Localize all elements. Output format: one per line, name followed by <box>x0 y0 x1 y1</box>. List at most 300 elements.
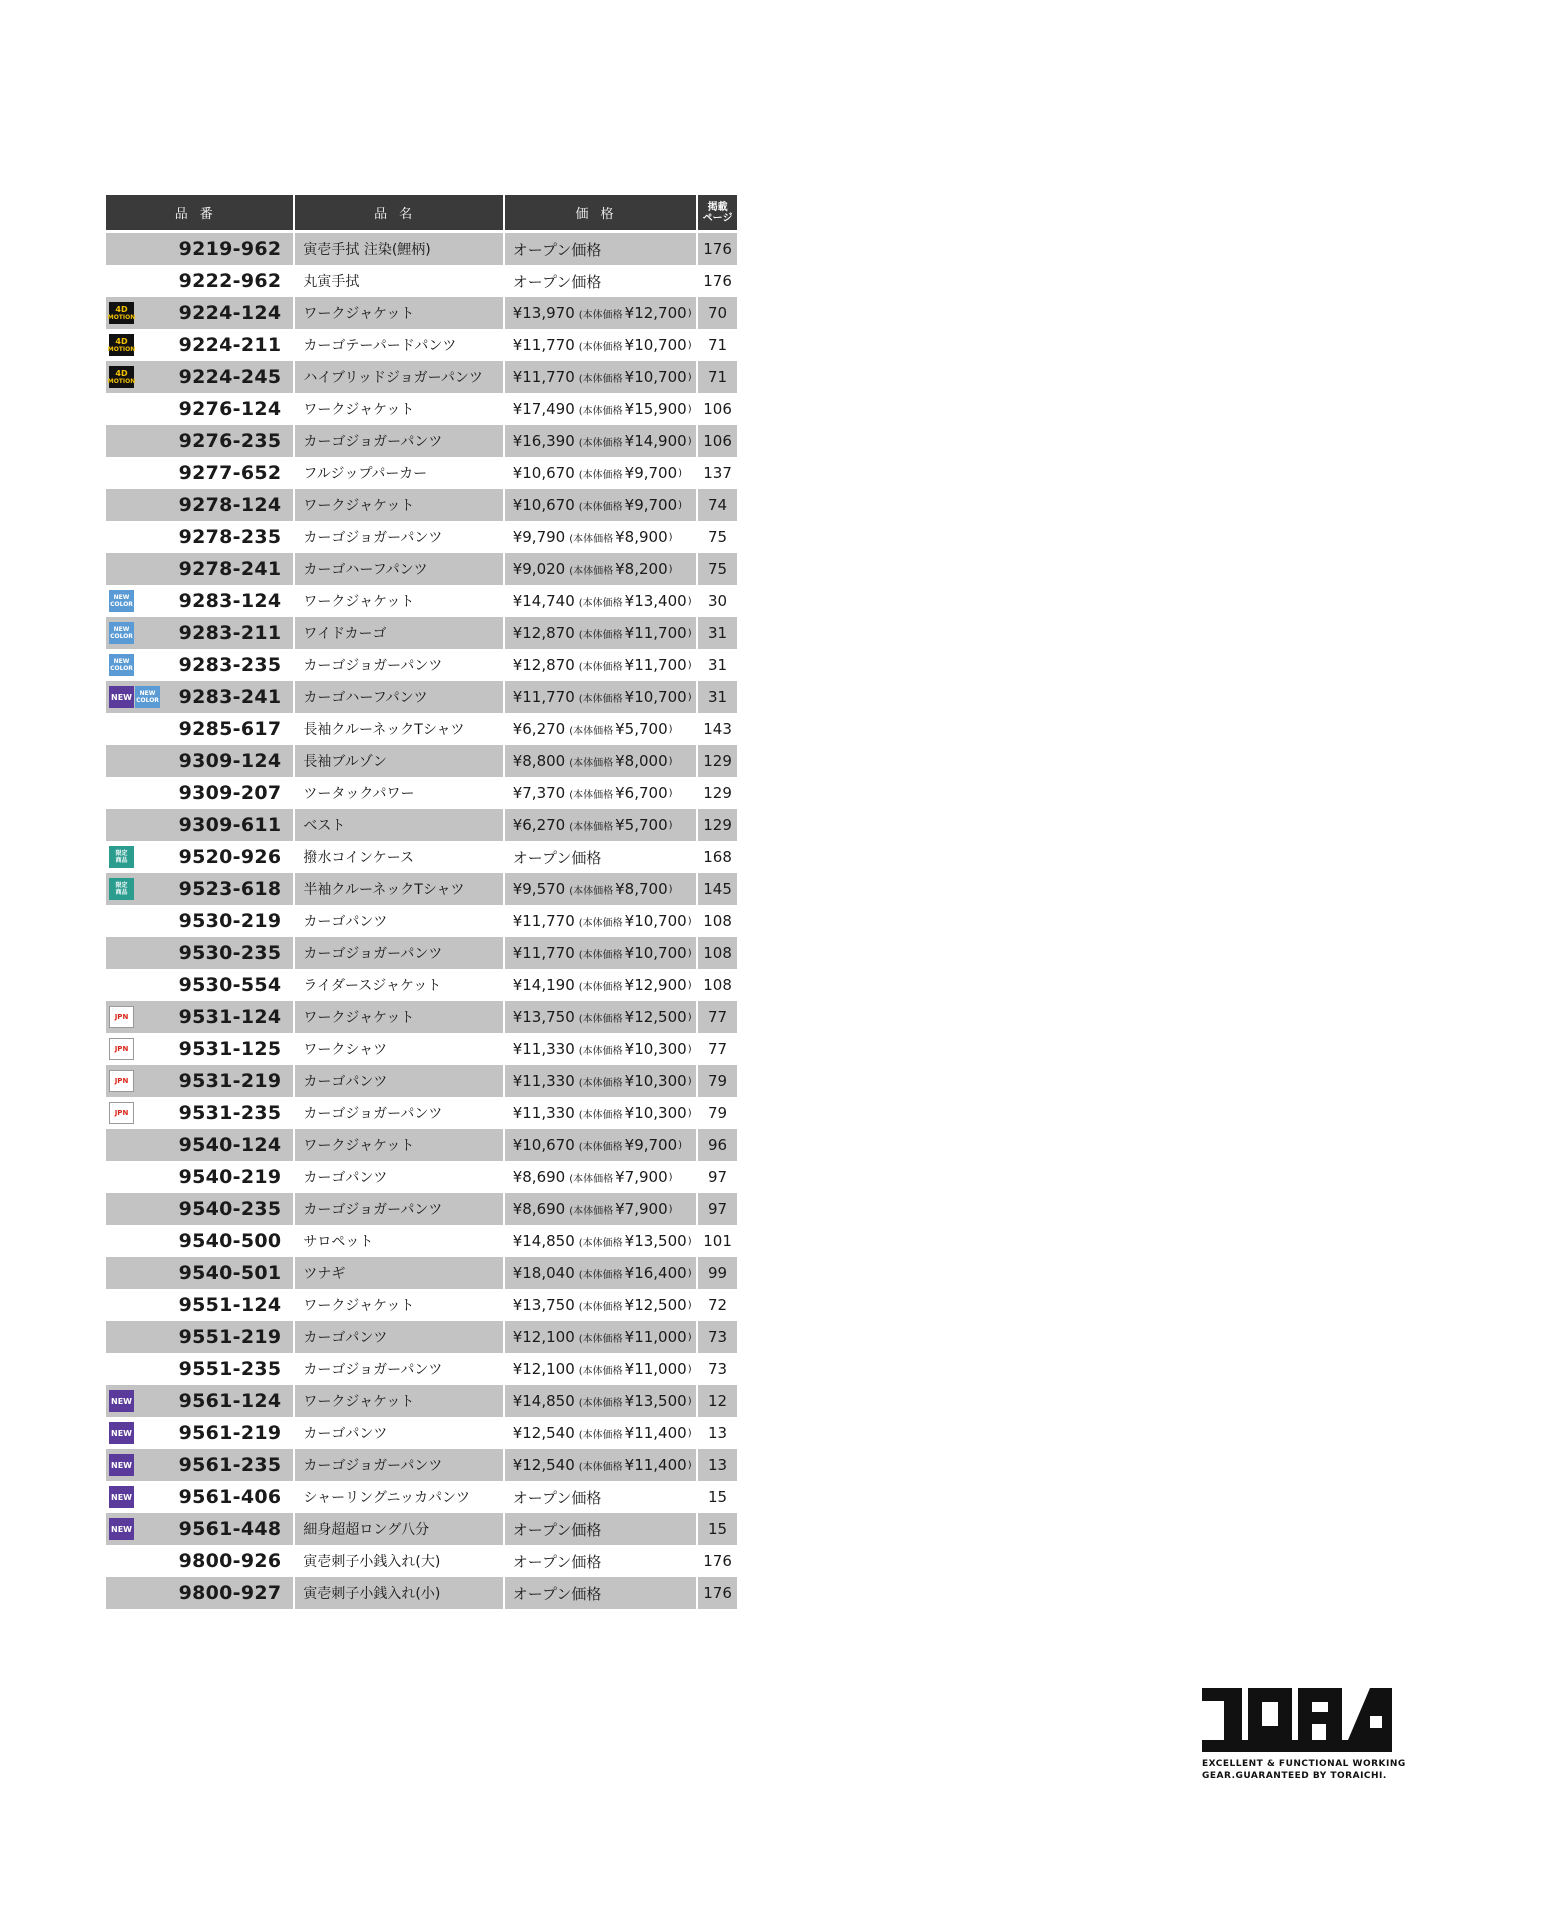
cell-code <box>106 489 293 521</box>
price-note-open: (本体価格 <box>578 661 623 673</box>
base-price-value: ¥10,700 <box>624 688 687 706</box>
badge-text: COLOR <box>136 697 159 704</box>
product-code: 9283-124 <box>178 590 282 612</box>
cell-price <box>505 841 696 873</box>
table-row <box>106 841 737 873</box>
product-name: フルジップパーカー <box>303 466 428 482</box>
cell-code <box>106 361 293 393</box>
price-note-label: 本体価格 <box>582 629 623 641</box>
badge-jpn <box>109 1102 134 1124</box>
table-row <box>106 425 737 457</box>
product-name: カーゴパンツ <box>303 1330 388 1346</box>
product-code: 9523-618 <box>178 878 282 900</box>
badge-group <box>109 1422 135 1444</box>
price-note-label: 本体価格 <box>582 1077 623 1089</box>
product-code: 9285-617 <box>178 718 282 740</box>
cell-page: 73 <box>698 1321 737 1353</box>
cell-name <box>295 905 502 937</box>
badge-4d <box>109 334 134 356</box>
cell-page: 13 <box>708 1424 728 1442</box>
table-row <box>106 265 737 297</box>
cell-page: 71 <box>708 336 728 354</box>
cell-page: 106 <box>703 400 732 418</box>
product-name: ワークジャケット <box>303 1138 415 1154</box>
cell-page: 70 <box>698 297 737 329</box>
base-price-value: ¥12,500 <box>624 1008 687 1026</box>
badge-group <box>109 878 135 900</box>
badge-text: MOTION <box>107 313 136 321</box>
table-row <box>106 329 737 361</box>
cell-page: 176 <box>698 233 737 265</box>
price-value: ¥13,750 <box>512 1008 575 1026</box>
badge-new <box>109 1422 134 1444</box>
cell-name <box>295 1321 502 1353</box>
price-value: オープン価格 <box>512 240 602 259</box>
badge-new <box>109 1454 134 1476</box>
cell-price: ¥8,800 (本体価格 ¥8,000 ) <box>505 745 696 777</box>
price-value: ¥10,670 <box>512 464 575 482</box>
badge-text: NEW <box>111 692 132 702</box>
product-code: 9276-124 <box>178 398 282 420</box>
cell-name <box>295 1033 502 1065</box>
price-note-open: (本体価格 <box>578 629 623 641</box>
table-row <box>106 1193 737 1225</box>
cell-name <box>295 1353 502 1385</box>
cell-name <box>295 937 502 969</box>
cell-page: 74 <box>698 489 737 521</box>
badge-4d <box>109 302 134 324</box>
table-row <box>106 1289 737 1321</box>
product-code: 9540-235 <box>178 1198 282 1220</box>
badge-text: NEW <box>111 1524 132 1534</box>
cell-code <box>106 1065 293 1097</box>
cell-name <box>295 873 502 905</box>
price-note-label: 本体価格 <box>582 597 623 609</box>
base-price-value: ¥11,700 <box>624 656 687 674</box>
table-row <box>106 617 737 649</box>
price-note-label: 本体価格 <box>582 1269 623 1281</box>
base-price-value: ¥9,700 <box>624 496 678 514</box>
cell-price: ¥10,670 (本体価格 ¥9,700 ) <box>512 464 683 482</box>
table-row <box>106 1353 737 1385</box>
cell-name <box>295 1001 502 1033</box>
price-note-label: 本体価格 <box>582 373 623 385</box>
cell-page: 75 <box>708 528 728 546</box>
base-price-value: ¥10,700 <box>624 368 687 386</box>
badge-text: NEW <box>113 658 130 665</box>
table-row <box>106 713 737 745</box>
cell-code <box>106 1097 293 1129</box>
price-note-label: 本体価格 <box>582 1429 623 1441</box>
price-value: ¥11,330 <box>512 1104 575 1122</box>
product-code: 9800-926 <box>178 1550 282 1572</box>
badge-group <box>109 1390 135 1412</box>
cell-page: 176 <box>703 1552 732 1570</box>
cell-price: ¥16,390 (本体価格 ¥14,900 ) <box>505 425 696 457</box>
table-row <box>106 1577 737 1609</box>
price-note-open: (本体価格 <box>578 437 623 449</box>
product-code: 9800-927 <box>178 1582 282 1604</box>
badge-group <box>109 622 135 644</box>
base-price-value: ¥7,900 <box>615 1168 668 1186</box>
badge-text: 4D <box>115 368 128 378</box>
badge-4d <box>109 366 134 388</box>
header-name: 品名 <box>295 195 502 230</box>
price-value: ¥13,750 <box>512 1296 575 1314</box>
cell-page: 77 <box>708 1040 728 1058</box>
price-note-open: (本体価格 <box>578 1237 623 1249</box>
table-row <box>106 937 737 969</box>
badge-newcolor <box>109 654 134 676</box>
cell-code <box>106 713 293 745</box>
table-row <box>106 1545 737 1577</box>
cell-name <box>295 1193 502 1225</box>
cell-name <box>295 777 502 809</box>
cell-code <box>106 745 293 777</box>
cell-name <box>295 1417 502 1449</box>
badge-text: NEW <box>111 1396 132 1406</box>
cell-page: 13 <box>698 1449 737 1481</box>
table-row <box>106 1001 737 1033</box>
price-value: ¥12,540 <box>512 1456 575 1474</box>
badge-text: 限定 <box>115 850 128 857</box>
cell-price: ¥10,670 (本体価格 ¥9,700 ) <box>505 1129 696 1161</box>
table-row <box>106 809 737 841</box>
price-note-open: (本体価格 <box>578 373 623 385</box>
product-name: 寅壱刺子小銭入れ(小) <box>303 1586 441 1602</box>
badge-text: 限定 <box>115 882 128 889</box>
table-row <box>106 233 737 265</box>
badge-text: 商品 <box>115 857 128 864</box>
cell-name <box>295 617 502 649</box>
base-price-value: ¥13,400 <box>624 592 687 610</box>
table-row <box>106 1385 737 1417</box>
cell-price: ¥13,750 (本体価格 ¥12,500 ) <box>505 1001 696 1033</box>
table-row <box>106 1257 737 1289</box>
cell-code <box>106 297 293 329</box>
price-value: ¥9,020 <box>512 560 566 578</box>
badge-text: MOTION <box>107 345 136 353</box>
cell-name <box>295 1385 502 1417</box>
cell-name <box>295 1545 502 1577</box>
cell-price: ¥9,020 (本体価格 ¥8,200 ) <box>505 553 696 585</box>
product-name: 寅壱刺子小銭入れ(大) <box>303 1554 441 1570</box>
cell-page: 73 <box>708 1360 728 1378</box>
cell-name <box>295 713 502 745</box>
price-value: ¥14,740 <box>512 592 575 610</box>
price-note-open: (本体価格 <box>578 309 623 321</box>
table-row <box>106 1417 737 1449</box>
price-value: ¥10,670 <box>512 1136 575 1154</box>
cell-name <box>295 361 502 393</box>
badge-newcolor <box>109 622 134 644</box>
product-name: カーゴジョガーパンツ <box>303 946 443 962</box>
price-note-label: 本体価格 <box>582 1109 623 1121</box>
cell-page: 99 <box>698 1257 737 1289</box>
price-note-open: (本体価格 <box>578 1365 623 1377</box>
cell-page: 108 <box>698 937 737 969</box>
price-note-label: 本体価格 <box>582 1301 623 1313</box>
cell-price: ¥12,870 (本体価格 ¥11,700 ) <box>512 656 692 674</box>
cell-name <box>295 745 502 777</box>
cell-price: ¥14,740 (本体価格 ¥13,400 ) <box>512 592 692 610</box>
cell-price: ¥11,770 (本体価格 ¥10,700 ) <box>512 336 692 354</box>
table-row <box>106 1129 737 1161</box>
cell-price: ¥18,040 (本体価格 ¥16,400 ) <box>505 1257 696 1289</box>
price-note-open: (本体価格 <box>578 981 623 993</box>
cell-price: ¥9,570 (本体価格 ¥8,700 ) <box>505 873 696 905</box>
badge-jpn <box>109 1006 134 1028</box>
price-value: オープン価格 <box>512 1584 602 1603</box>
cell-code <box>106 425 293 457</box>
base-price-value: ¥10,300 <box>624 1072 687 1090</box>
cell-price <box>505 1577 696 1609</box>
price-note-label: 本体価格 <box>582 501 623 513</box>
product-code: 9224-211 <box>178 334 282 356</box>
header-page-line1: 掲載 <box>707 201 728 213</box>
cell-page: 176 <box>698 1577 737 1609</box>
cell-price: ¥11,770 (本体価格 ¥10,700 ) <box>505 681 696 713</box>
product-code: 9309-611 <box>178 814 282 836</box>
price-note-label: 本体価格 <box>582 1461 623 1473</box>
table-row <box>106 393 737 425</box>
price-note-open: (本体価格 <box>569 789 614 801</box>
price-note-open: (本体価格 <box>578 1109 623 1121</box>
price-note-open: (本体価格 <box>578 501 623 513</box>
badge-text: COLOR <box>110 665 133 672</box>
price-value: ¥12,100 <box>512 1328 575 1346</box>
product-code: 9277-652 <box>178 462 282 484</box>
table-row <box>106 585 737 617</box>
cell-name <box>295 521 502 553</box>
base-price-value: ¥12,700 <box>624 304 687 322</box>
table-row <box>106 1161 737 1193</box>
product-name: 長袖クルーネックTシャツ <box>303 722 465 738</box>
cell-name <box>295 1161 502 1193</box>
base-price-value: ¥8,700 <box>615 880 668 898</box>
price-note-label: 本体価格 <box>582 1365 623 1377</box>
cell-code <box>106 1545 293 1577</box>
base-price-value: ¥11,700 <box>624 624 687 642</box>
badge-text: JPN <box>114 1108 129 1117</box>
price-value: ¥11,330 <box>512 1072 575 1090</box>
product-name: カーゴジョガーパンツ <box>303 1362 443 1378</box>
product-code: 9283-235 <box>178 654 282 676</box>
product-code: 9561-219 <box>178 1422 282 1444</box>
product-name: カーゴジョガーパンツ <box>303 1106 443 1122</box>
price-value: ¥11,770 <box>512 912 575 930</box>
badge-limited <box>109 878 134 900</box>
price-value: ¥8,690 <box>512 1168 566 1186</box>
product-code: 9551-124 <box>178 1294 282 1316</box>
base-price-value: ¥10,700 <box>624 944 687 962</box>
cell-page: 97 <box>708 1168 728 1186</box>
cell-page: 31 <box>708 656 728 674</box>
badge-group <box>109 1518 135 1540</box>
product-name: ワークジャケット <box>303 1298 415 1314</box>
price-value: ¥12,870 <box>512 624 575 642</box>
cell-code <box>106 937 293 969</box>
badge-group <box>109 334 135 356</box>
price-value: ¥9,570 <box>512 880 566 898</box>
price-value: ¥11,770 <box>512 944 575 962</box>
price-value: オープン価格 <box>512 272 602 291</box>
header-price: 価格 <box>505 195 696 230</box>
base-price-value: ¥13,500 <box>624 1232 687 1250</box>
product-name: 寅壱手拭 注染(鯉柄) <box>303 242 431 258</box>
cell-price: ¥14,190 (本体価格 ¥12,900 ) <box>512 976 692 994</box>
product-name: ツータックパワー <box>303 786 415 802</box>
badge-text: NEW <box>111 1492 132 1502</box>
cell-name <box>295 265 502 297</box>
cell-page: 75 <box>698 553 737 585</box>
product-code: 9561-406 <box>178 1486 282 1508</box>
base-price-value: ¥8,000 <box>615 752 668 770</box>
product-name: ワークシャツ <box>303 1042 388 1058</box>
table-row <box>106 905 737 937</box>
cell-price <box>505 265 696 297</box>
cell-code <box>106 1513 293 1545</box>
badge-group <box>109 366 135 388</box>
badge-text: 4D <box>115 304 128 314</box>
price-note-label: 本体価格 <box>582 917 623 929</box>
product-name: カーゴハーフパンツ <box>303 562 428 578</box>
cell-code <box>106 1321 293 1353</box>
price-note-open: (本体価格 <box>578 949 623 961</box>
cell-page: 71 <box>698 361 737 393</box>
badge-group <box>109 846 135 868</box>
product-name: カーゴテーパードパンツ <box>303 338 457 354</box>
badge-jpn <box>109 1070 134 1092</box>
product-name: ライダースジャケット <box>303 978 442 994</box>
table-row <box>106 1481 737 1513</box>
cell-code <box>106 1033 293 1065</box>
price-value: ¥14,850 <box>512 1232 575 1250</box>
badge-text: NEW <box>139 690 156 697</box>
base-price-value: ¥13,500 <box>624 1392 687 1410</box>
product-price-table <box>106 195 737 1609</box>
cell-price: ¥17,490 (本体価格 ¥15,900 ) <box>512 400 692 418</box>
base-price-value: ¥10,300 <box>624 1104 687 1122</box>
price-note-label: 本体価格 <box>582 661 623 673</box>
base-price-value: ¥10,300 <box>624 1040 687 1058</box>
product-code: 9309-124 <box>178 750 282 772</box>
price-note-label: 本体価格 <box>573 725 614 737</box>
cell-code <box>106 1449 293 1481</box>
product-code: 9561-448 <box>178 1518 282 1540</box>
cell-code <box>106 553 293 585</box>
product-code: 9551-219 <box>178 1326 282 1348</box>
product-name: ワークジャケット <box>303 402 415 418</box>
price-note-open: (本体価格 <box>569 725 614 737</box>
product-name: 細身超超ロング八分 <box>303 1522 430 1538</box>
cell-code <box>106 1353 293 1385</box>
table-row <box>106 297 737 329</box>
table-row <box>106 1225 737 1257</box>
cell-price <box>505 1481 696 1513</box>
cell-code <box>106 585 293 617</box>
product-name: 長袖ブルゾン <box>303 754 387 770</box>
product-name: 撥水コインケース <box>303 850 414 866</box>
cell-code <box>106 329 293 361</box>
product-name: ワークジャケット <box>303 1394 415 1410</box>
price-note-open: (本体価格 <box>578 1077 623 1089</box>
cell-page: 137 <box>703 464 732 482</box>
price-note-label: 本体価格 <box>582 1141 623 1153</box>
badge-newcolor <box>109 590 134 612</box>
price-note-open: (本体価格 <box>569 1205 614 1217</box>
cell-code <box>106 617 293 649</box>
table-row <box>106 745 737 777</box>
cell-price: ¥6,270 (本体価格 ¥5,700 ) <box>512 720 673 738</box>
cell-name <box>295 457 502 489</box>
cell-code <box>106 393 293 425</box>
price-note-open: (本体価格 <box>578 341 623 353</box>
badge-limited <box>109 846 134 868</box>
price-note-open: (本体価格 <box>578 1269 623 1281</box>
badge-group <box>109 1454 135 1476</box>
table-row <box>106 457 737 489</box>
cell-page: 96 <box>698 1129 737 1161</box>
product-code: 9224-245 <box>178 366 282 388</box>
cell-name <box>295 233 502 265</box>
cell-code <box>106 841 293 873</box>
product-name: ワークジャケット <box>303 498 415 514</box>
price-note-label: 本体価格 <box>573 789 614 801</box>
price-value: ¥6,270 <box>512 720 566 738</box>
product-name: カーゴパンツ <box>303 914 388 930</box>
cell-code <box>106 777 293 809</box>
base-price-value: ¥12,900 <box>624 976 687 994</box>
price-value: ¥12,540 <box>512 1424 575 1442</box>
badge-text: NEW <box>111 1428 132 1438</box>
cell-name <box>295 1577 502 1609</box>
price-value: ¥12,870 <box>512 656 575 674</box>
table-header <box>106 195 737 230</box>
price-note-label: 本体価格 <box>582 341 623 353</box>
cell-page: 108 <box>703 912 732 930</box>
price-value: ¥16,390 <box>512 432 575 450</box>
cell-code <box>106 521 293 553</box>
cell-code <box>106 1129 293 1161</box>
badge-jpn <box>109 1038 134 1060</box>
cell-price: ¥13,750 (本体価格 ¥12,500 ) <box>512 1296 692 1314</box>
product-code: 9276-235 <box>178 430 282 452</box>
cell-name <box>295 1065 502 1097</box>
base-price-value: ¥7,900 <box>615 1200 668 1218</box>
cell-price: ¥6,270 (本体価格 ¥5,700 ) <box>505 809 696 841</box>
cell-price: ¥11,770 (本体価格 ¥10,700 ) <box>505 937 696 969</box>
cell-price: ¥12,540 (本体価格 ¥11,400 ) <box>512 1424 692 1442</box>
price-value: オープン価格 <box>512 848 602 867</box>
price-value: ¥9,790 <box>512 528 566 546</box>
price-note-open: (本体価格 <box>578 1013 623 1025</box>
cell-page: 31 <box>698 617 737 649</box>
price-note-label: 本体価格 <box>582 1045 623 1057</box>
base-price-value: ¥15,900 <box>624 400 687 418</box>
price-note-open: (本体価格 <box>578 405 623 417</box>
cell-page: 77 <box>698 1001 737 1033</box>
cell-name <box>295 649 502 681</box>
price-note-open: (本体価格 <box>569 565 614 577</box>
logo-tagline-line2: GEAR.GUARANTEED BY TORAICHI. <box>1202 1771 1387 1781</box>
header-page-line2: ページ <box>702 212 733 224</box>
price-value: ¥17,490 <box>512 400 575 418</box>
price-value: ¥12,100 <box>512 1360 575 1378</box>
product-name: シャーリングニッカパンツ <box>303 1490 470 1506</box>
base-price-value: ¥5,700 <box>615 816 668 834</box>
base-price-value: ¥11,000 <box>624 1360 687 1378</box>
